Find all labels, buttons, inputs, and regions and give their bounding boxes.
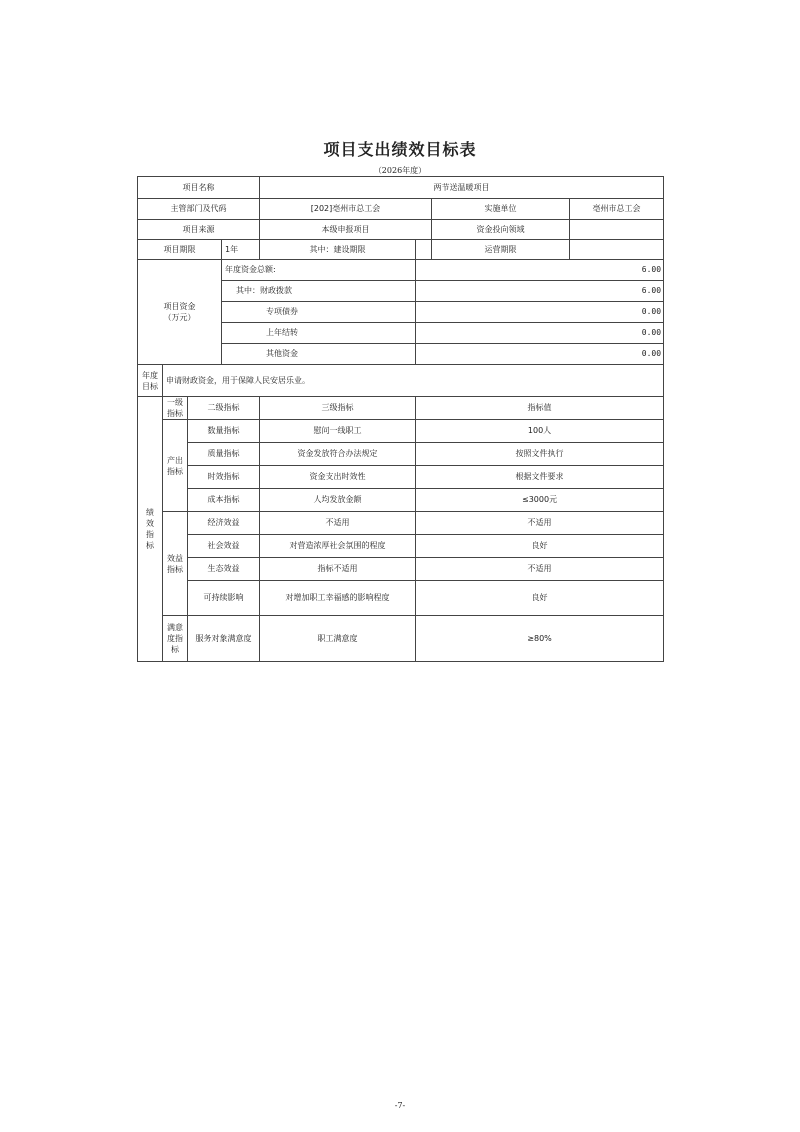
label-project-name: 项目名称: [138, 177, 260, 199]
output-l3: 资金发放符合办法规定: [260, 443, 416, 466]
output-l3: 资金支出时效性: [260, 466, 416, 489]
row-output-2: [138, 443, 664, 466]
label-build-period: 其中：建设期限: [260, 240, 416, 260]
benefit-l3: 对增加职工幸福感的影响程度: [260, 581, 416, 616]
row-benefit-3: [138, 558, 664, 581]
value-annual-goal: 申请财政资金，用于保障人民安居乐业。: [163, 365, 664, 397]
label-project-source: 项目来源: [138, 220, 260, 240]
label-perf-indicator: [138, 397, 163, 662]
value-fiscal: 6.00: [416, 281, 664, 302]
label-output: [163, 420, 188, 512]
performance-table: [137, 176, 664, 662]
label-annual-total: 年度资金总额:: [222, 260, 416, 281]
label-perf-indicator-text: 绩 效 指 标: [146, 508, 154, 550]
value-project-term: 1年: [222, 240, 260, 260]
header-level1-text: 一级 指标: [167, 398, 183, 418]
benefit-l2: 可持续影响: [188, 581, 260, 616]
row-annual-total: [138, 260, 664, 281]
value-impl-unit: 亳州市总工会: [570, 199, 664, 220]
label-operate-period: 运营期限: [432, 240, 570, 260]
benefit-l2: 经济效益: [188, 512, 260, 535]
header-level1: [163, 397, 188, 420]
row-benefit-1: [138, 512, 664, 535]
fiscal-year: （2026年度）: [373, 166, 427, 175]
label-fiscal: 其中：财政拨款: [222, 281, 416, 302]
benefit-l3: 对营造浓厚社会氛围的程度: [260, 535, 416, 558]
value-dept-code: [202]亳州市总工会: [260, 199, 432, 220]
benefit-value: 不适用: [416, 558, 664, 581]
row-output-1: [138, 420, 664, 443]
header-level3: 三级指标: [260, 397, 416, 420]
value-special-bond: 0.00: [416, 302, 664, 323]
output-value: 按照文件执行: [416, 443, 664, 466]
benefit-l3: 不适用: [260, 512, 416, 535]
label-other-funds: 其他资金: [222, 344, 416, 365]
label-project-funds-text: 项目资金 （万元）: [163, 302, 196, 322]
label-benefit-text: 效益 指标: [167, 553, 183, 574]
row-benefit-2: [138, 535, 664, 558]
output-l2: 成本指标: [188, 489, 260, 512]
benefit-l2: 生态效益: [188, 558, 260, 581]
label-impl-unit: 实施单位: [432, 199, 570, 220]
label-special-bond: 专项债券: [222, 302, 416, 323]
page-title: 项目支出绩效目标表: [323, 140, 477, 159]
output-l3: 慰问一线职工: [260, 420, 416, 443]
label-project-term: 项目期限: [138, 240, 222, 260]
row-output-3: [138, 466, 664, 489]
header-level2: 二级指标: [188, 397, 260, 420]
row-term: [138, 240, 664, 260]
row-source: [138, 220, 664, 240]
header-indicator-value: 指标值: [416, 397, 664, 420]
benefit-l2: 社会效益: [188, 535, 260, 558]
output-l3: 人均发放金额: [260, 489, 416, 512]
row-output-4: [138, 489, 664, 512]
value-other-funds: 0.00: [416, 344, 664, 365]
value-annual-total: 6.00: [416, 260, 664, 281]
row-dept: [138, 199, 664, 220]
output-l2: 质量指标: [188, 443, 260, 466]
satisfaction-l3: 职工满意度: [260, 616, 416, 662]
benefit-value: 良好: [416, 535, 664, 558]
label-output-text: 产出 指标: [167, 455, 183, 476]
value-carryover: 0.00: [416, 323, 664, 344]
label-project-funds: [138, 260, 222, 365]
value-project-name: 两节送温暖项目: [260, 177, 664, 199]
label-annual-goal: [138, 365, 163, 397]
value-build-period: [416, 240, 432, 260]
output-value: 根据文件要求: [416, 466, 664, 489]
output-value: ≤3000元: [416, 489, 664, 512]
value-project-source: 本级申报项目: [260, 220, 432, 240]
benefit-value: 不适用: [416, 512, 664, 535]
page-number: -7-: [394, 1101, 406, 1110]
satisfaction-l2: 服务对象满意度: [188, 616, 260, 662]
benefit-l3: 指标不适用: [260, 558, 416, 581]
label-satisfaction: [163, 616, 188, 662]
label-carryover: 上年结转: [222, 323, 416, 344]
benefit-value: 良好: [416, 581, 664, 616]
output-value: 100人: [416, 420, 664, 443]
row-annual-goal: [138, 365, 664, 397]
output-l2: 数量指标: [188, 420, 260, 443]
label-satisfaction-text: 满意 度指 标: [167, 623, 183, 654]
value-operate-period: [570, 240, 664, 260]
row-project-name: [138, 177, 664, 199]
label-annual-goal-text: 年度 目标: [142, 370, 158, 391]
row-indicator-header: [138, 397, 664, 420]
label-dept-code: 主管部门及代码: [138, 199, 260, 220]
satisfaction-value: ≥80%: [416, 616, 664, 662]
label-fund-domain: 资金投向领域: [432, 220, 570, 240]
row-benefit-4: [138, 581, 664, 616]
output-l2: 时效指标: [188, 466, 260, 489]
label-benefit: [163, 512, 188, 616]
row-satisfaction: [138, 616, 664, 662]
value-fund-domain: [570, 220, 664, 240]
